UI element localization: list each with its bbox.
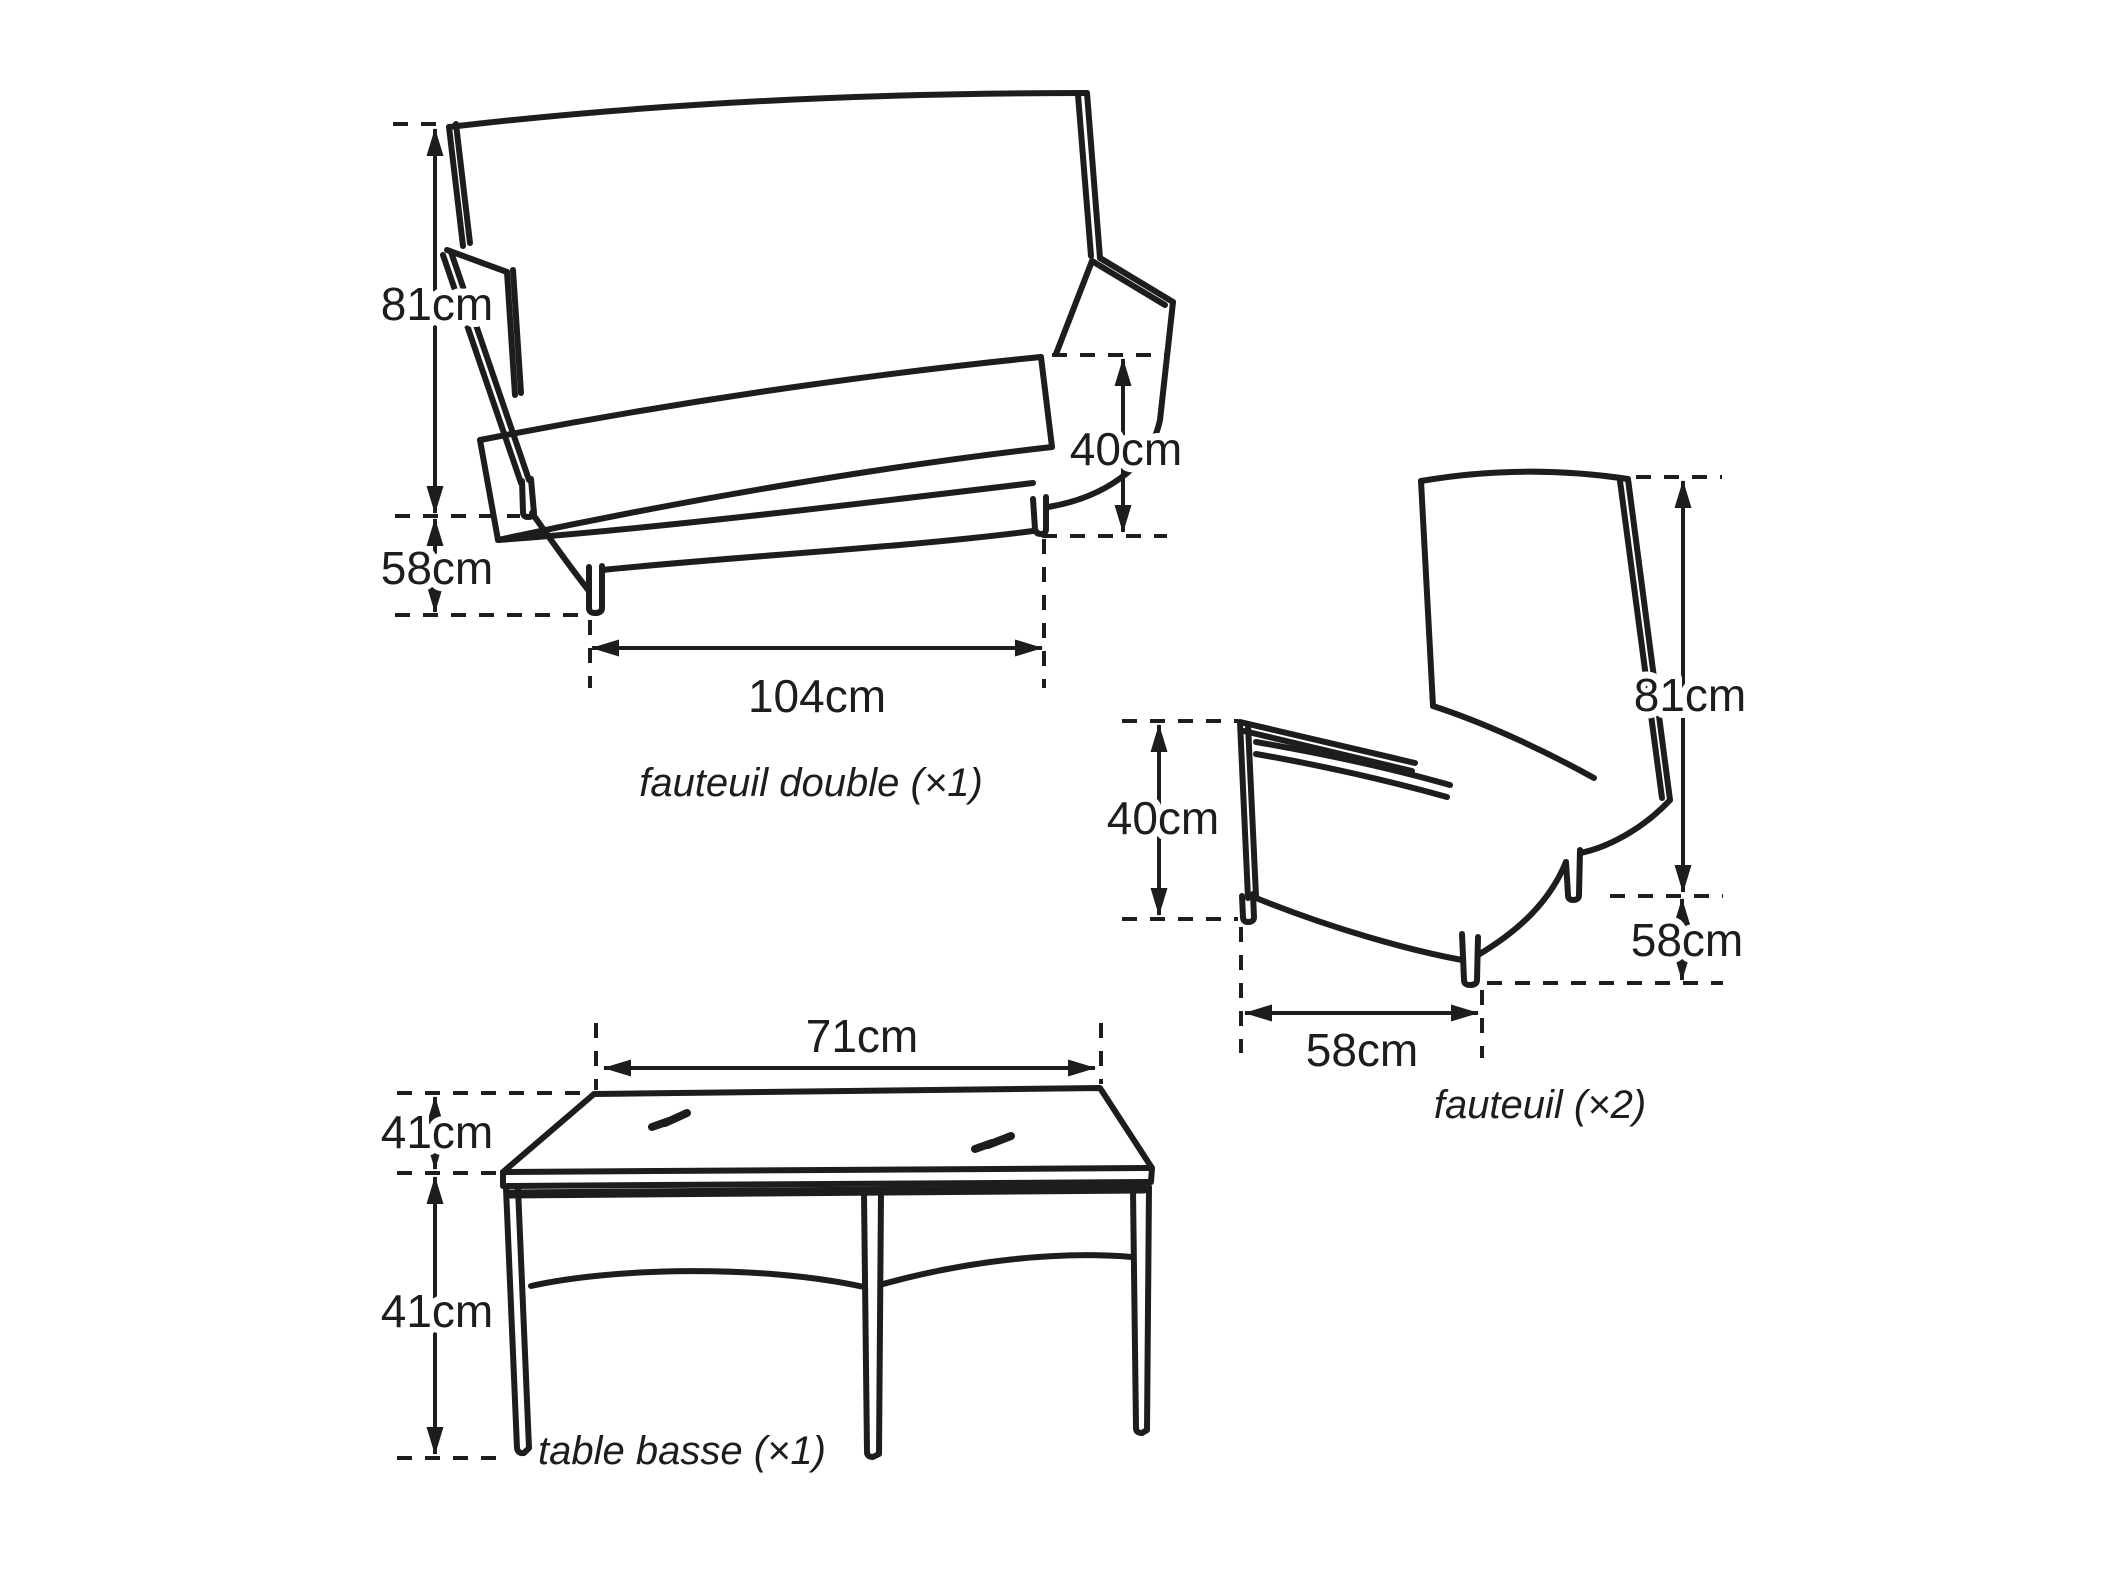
chair-leg-height-value: 58cm xyxy=(1630,914,1744,966)
table-caption: table basse (×1) xyxy=(538,1429,826,1473)
table-width-value: 71cm xyxy=(805,1010,919,1062)
chair-height-value: 81cm xyxy=(1633,669,1747,721)
table-dimensions xyxy=(381,1010,1101,1473)
tabletop-reflection-mark xyxy=(652,1113,687,1127)
sofa-seat-height-value: 40cm xyxy=(1069,423,1183,475)
sofa-leg-height-value: 58cm xyxy=(380,542,494,594)
sofa-width-value: 104cm xyxy=(747,670,887,722)
table-leg-height-value: 41cm xyxy=(380,1285,494,1337)
chair-seat-height-value: 40cm xyxy=(1106,792,1220,844)
sofa-dimensions xyxy=(381,124,1182,805)
chair-caption: fauteuil (×2) xyxy=(1433,1083,1647,1127)
table-top-height-value: 41cm xyxy=(380,1106,494,1158)
tabletop-reflection-mark xyxy=(975,1136,1011,1149)
table-drawing xyxy=(503,1088,1152,1457)
sofa-caption: fauteuil double (×1) xyxy=(639,761,983,805)
chair-drawing xyxy=(1240,472,1670,985)
sofa-height-value: 81cm xyxy=(380,278,494,330)
chair-width-value: 58cm xyxy=(1305,1024,1419,1076)
